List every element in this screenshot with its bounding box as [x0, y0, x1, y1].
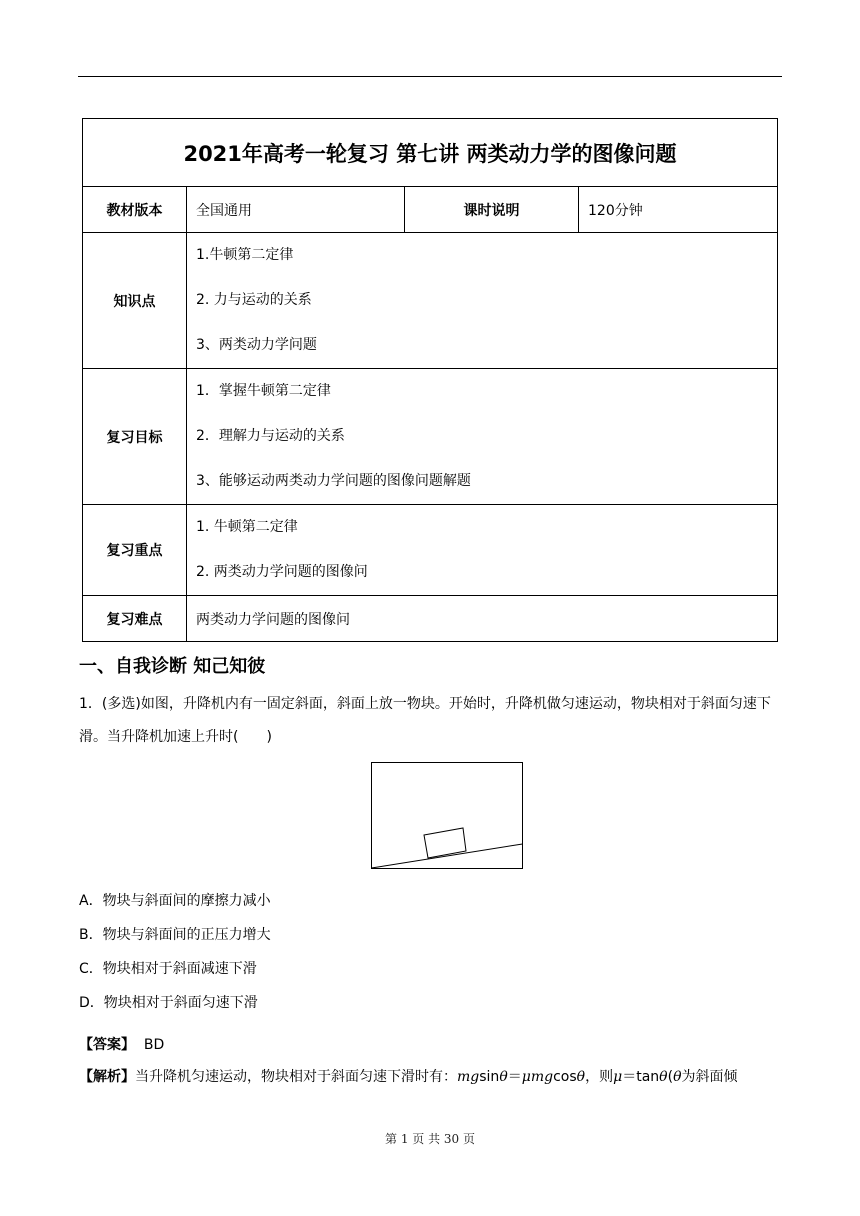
difficult-value: 两类动力学问题的图像问 — [187, 596, 778, 642]
answer-value: BD — [143, 1037, 165, 1053]
goals-list — [187, 369, 778, 505]
formula-term: ( — [667, 1069, 674, 1085]
formula-term: θ — [576, 1069, 586, 1085]
goal-item: 1．掌握牛顿第二定律 — [196, 383, 331, 399]
knowledge-item: 3、两类动力学问题 — [196, 337, 317, 353]
formula-term: cos — [553, 1069, 577, 1085]
analysis-line — [79, 1066, 789, 1086]
answer-line — [79, 1034, 164, 1054]
key-list — [187, 505, 778, 596]
knowledge-item: 1.牛顿第二定律 — [196, 247, 294, 263]
question-text: 1．(多选)如图，升降机内有一固定斜面，斜面上放一物块。开始时，升降机做匀速运动，物块相对于斜面匀速下滑。当升降机加速上升时( ) — [79, 696, 771, 745]
course-info-table — [82, 118, 778, 642]
formula-term: mg — [457, 1069, 480, 1085]
formula-term: μmg — [521, 1069, 554, 1085]
formula-term: sin — [479, 1069, 500, 1085]
goals-label: 复习目标 — [83, 369, 187, 505]
option-d: D．物块相对于斜面匀速下滑 — [79, 995, 258, 1011]
document-title: 2021年高考一轮复习 第七讲 两类动力学的图像问题 — [83, 119, 778, 187]
edition-value: 全国通用 — [187, 187, 405, 233]
answer-label: 【答案】 — [79, 1037, 135, 1053]
key-item: 1. 牛顿第二定律 — [196, 519, 298, 535]
edition-label: 教材版本 — [83, 187, 187, 233]
formula-term: ＝ — [507, 1069, 522, 1085]
option-a: A．物块与斜面间的摩擦力减小 — [79, 893, 271, 909]
difficult-label: 复习难点 — [83, 596, 187, 642]
analysis-text: 为斜面倾 — [681, 1069, 738, 1085]
formula-term: θ — [659, 1069, 668, 1085]
knowledge-item: 2. 力与运动的关系 — [196, 292, 312, 308]
analysis-text: 当升降机匀速运动，物块相对于斜面匀速下滑时有： — [135, 1069, 457, 1085]
knowledge-list — [187, 233, 778, 369]
goal-item: 3、能够运动两类动力学问题的图像问题解题 — [196, 473, 471, 489]
hours-label: 课时说明 — [405, 187, 579, 233]
section-title: 一、自我诊断 知己知彼 — [79, 656, 266, 677]
header-rule — [78, 76, 782, 77]
formula-term: θ — [499, 1069, 508, 1085]
knowledge-label: 知识点 — [83, 233, 187, 369]
page-footer: 第 1 页 共 30 页 — [385, 1132, 475, 1146]
option-c: C．物块相对于斜面减速下滑 — [79, 961, 257, 977]
analysis-text: ，则 — [585, 1069, 614, 1085]
option-b: B．物块与斜面间的正压力增大 — [79, 927, 271, 943]
key-item: 2. 两类动力学问题的图像问 — [196, 564, 368, 580]
formula-term: ＝tan — [622, 1069, 660, 1085]
analysis-label: 【解析】 — [79, 1069, 135, 1085]
goal-item: 2．理解力与运动的关系 — [196, 428, 345, 444]
formula-term: μ — [613, 1069, 623, 1085]
key-label: 复习重点 — [83, 505, 187, 596]
incline-diagram — [371, 762, 523, 869]
formula-term: θ — [673, 1069, 682, 1085]
hours-value: 120分钟 — [579, 187, 778, 233]
